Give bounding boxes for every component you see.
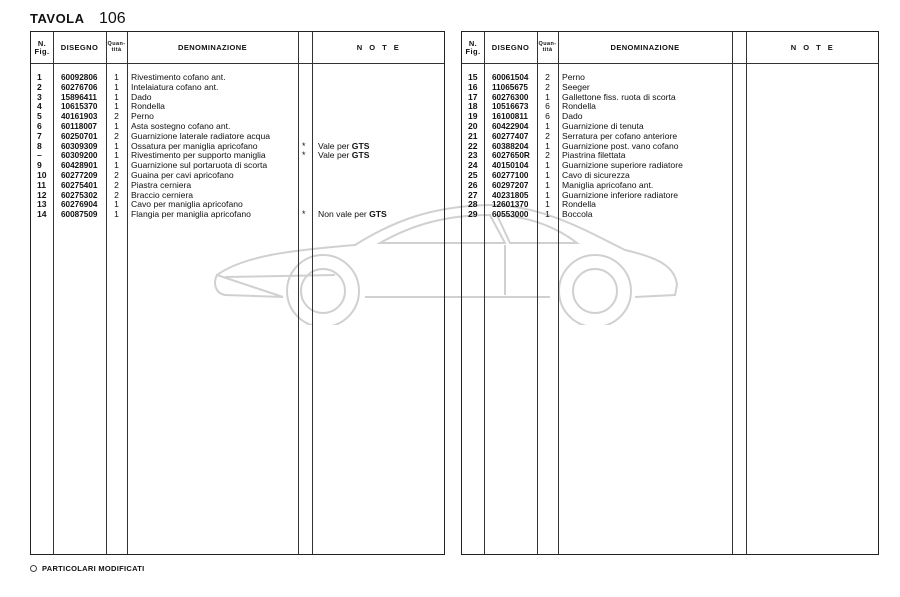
disegno-cell: 60276706	[61, 82, 98, 92]
parts-table-left	[30, 31, 445, 555]
note-text: Vale per	[318, 150, 352, 161]
fig-cell: 17	[468, 91, 478, 102]
quantity-cell: 1	[114, 101, 119, 112]
table-row	[462, 210, 878, 220]
fig-cell: 26	[468, 179, 478, 190]
table-row	[31, 181, 444, 191]
modified-marker: *	[302, 150, 306, 161]
denominazione-cell: Boccola	[562, 209, 593, 220]
fig-cell: 11	[37, 179, 47, 190]
note-cell	[318, 151, 369, 161]
disegno-cell: 60428901	[61, 161, 98, 171]
fig-cell: 23	[468, 150, 478, 161]
denominazione-cell: Guarnizione laterale radiatore acqua	[131, 130, 271, 141]
disegno-cell: 15896411	[61, 92, 97, 102]
denominazione-cell: Braccio cerniera	[131, 189, 194, 200]
note-cell	[318, 210, 387, 220]
parts-table-right	[461, 31, 879, 555]
disegno-cell: 40231805	[492, 190, 529, 200]
table-row	[31, 161, 444, 171]
denominazione-cell: Gallettone fiss. ruota di scorta	[562, 91, 676, 102]
fig-cell: 5	[37, 111, 42, 122]
disegno-cell: 60388204	[492, 141, 529, 151]
header-fig: N. Fig.	[34, 38, 50, 56]
parts-list-left	[31, 73, 444, 220]
header-divider	[462, 63, 878, 64]
page-title-label: TAVOLA	[30, 11, 85, 26]
header-note: N O T E	[790, 42, 836, 52]
denominazione-cell: Rondella	[562, 199, 596, 210]
page-title	[30, 10, 126, 30]
fig-cell: 24	[468, 160, 478, 171]
disegno-cell: 40161903	[61, 112, 98, 122]
denominazione-cell: Asta sostegno cofano ant.	[131, 120, 231, 131]
denominazione-cell: Intelaiatura cofano ant.	[131, 81, 219, 92]
modified-marker: *	[302, 209, 306, 220]
fig-cell: 16	[468, 81, 478, 92]
denominazione-cell: Rivestimento cofano ant.	[131, 72, 226, 82]
quantity-cell: 2	[114, 189, 119, 200]
disegno-cell: 60250701	[61, 131, 98, 141]
disegno-cell: 60309200	[61, 151, 98, 161]
disegno-cell: 60275401	[61, 180, 98, 190]
fig-cell: 8	[37, 140, 42, 151]
fig-cell: 9	[37, 160, 42, 171]
disegno-cell: 6027650R	[492, 151, 530, 161]
disegno-cell: 60275302	[61, 190, 98, 200]
fig-cell: 25	[468, 169, 478, 180]
quantity-cell: 6	[545, 111, 550, 122]
disegno-cell: 60277100	[492, 170, 529, 180]
quantity-cell: 2	[114, 179, 119, 190]
quantity-cell: 1	[545, 209, 550, 220]
table-row	[31, 83, 444, 93]
quantity-cell: 1	[114, 72, 119, 82]
header-denominazione: DENOMINAZIONE	[178, 42, 247, 52]
disegno-cell: 10516673	[492, 102, 529, 112]
table-row	[31, 93, 444, 103]
note-text: Non vale per	[318, 209, 370, 220]
fig-cell: 14	[37, 209, 47, 220]
disegno-cell: 60118007	[61, 121, 97, 131]
disegno-cell: 16100811	[492, 112, 528, 122]
quantity-cell: 1	[114, 199, 119, 210]
note-text: Vale per	[318, 140, 352, 151]
disegno-cell: 60087509	[61, 210, 98, 220]
disegno-cell: 60309309	[61, 141, 98, 151]
table-row	[462, 93, 878, 103]
table-row	[31, 171, 444, 181]
denominazione-cell: Dado	[131, 91, 152, 102]
modified-marker: *	[302, 140, 306, 151]
table-row	[462, 142, 878, 152]
denominazione-cell: Guarnizione post. vano cofano	[562, 140, 679, 151]
parts-list-right	[462, 73, 878, 220]
denominazione-cell: Perno	[562, 72, 585, 82]
quantity-cell: 2	[114, 169, 119, 180]
denominazione-cell: Flangia per maniglia apricofano	[131, 209, 251, 220]
header-quantita: Quan- tità	[107, 41, 126, 53]
denominazione-cell: Guarnizione superiore radiatore	[562, 160, 683, 171]
denominazione-cell: Dado	[562, 111, 583, 122]
disegno-cell: 60297207	[492, 180, 529, 190]
note-model: GTS	[351, 150, 370, 161]
table-row	[462, 73, 878, 83]
denominazione-cell: Cavo di sicurezza	[562, 169, 630, 180]
fig-cell: 13	[37, 199, 47, 210]
fig-cell: 4	[37, 101, 42, 112]
quantity-cell: 2	[545, 72, 550, 82]
quantity-cell: 1	[114, 140, 119, 151]
quantity-cell: 1	[545, 189, 550, 200]
disegno-cell: 60092806	[61, 73, 98, 82]
disegno-cell: 60276904	[61, 200, 98, 210]
quantity-cell: 2	[545, 81, 550, 92]
fig-cell: 21	[468, 130, 478, 141]
header-note: N O T E	[356, 42, 402, 52]
footer-text: PARTICOLARI MODIFICATI	[42, 564, 145, 573]
disegno-cell: 40150104	[492, 161, 529, 171]
fig-cell: 7	[37, 130, 42, 141]
quantity-cell: 2	[114, 111, 119, 122]
disegno-cell: 60422904	[492, 121, 529, 131]
denominazione-cell: Guaina per cavi apricofano	[131, 169, 234, 180]
table-row	[31, 210, 444, 220]
disegno-cell: 12601370	[492, 200, 529, 210]
fig-cell: 29	[468, 209, 478, 220]
quantity-cell: 1	[545, 179, 550, 190]
disegno-cell: 11065675	[492, 82, 528, 92]
table-row	[462, 102, 878, 112]
fig-cell: 2	[37, 81, 42, 92]
denominazione-cell: Serratura per cofano anteriore	[562, 130, 678, 141]
table-row	[462, 200, 878, 210]
fig-cell: 10	[37, 169, 47, 180]
table-row	[462, 191, 878, 201]
fig-cell: 18	[468, 101, 478, 112]
header-denominazione: DENOMINAZIONE	[610, 42, 680, 52]
denominazione-cell: Perno	[131, 111, 154, 122]
disegno-cell: 60061504	[492, 73, 529, 82]
table-row	[462, 161, 878, 171]
fig-cell: 3	[37, 91, 42, 102]
quantity-cell: 1	[114, 120, 119, 131]
page-title-number: 106	[98, 10, 126, 27]
table-row	[31, 112, 444, 122]
quantity-cell: 2	[114, 130, 119, 141]
header-divider	[31, 63, 444, 64]
note-model: GTS	[351, 140, 370, 151]
quantity-cell: 1	[114, 81, 119, 92]
fig-cell: 6	[37, 120, 42, 131]
header-disegno: DISEGNO	[491, 42, 530, 52]
fig-cell: 20	[468, 120, 478, 131]
quantity-cell: 1	[545, 120, 550, 131]
denominazione-cell: Guarnizione sul portaruota di scorta	[131, 160, 268, 171]
denominazione-cell: Piastrina filettata	[562, 150, 626, 161]
disegno-cell: 60553000	[492, 210, 529, 220]
denominazione-cell: Ossatura per maniglia apricofano	[131, 140, 258, 151]
footer-legend	[30, 564, 145, 573]
fig-cell: 12	[37, 189, 47, 200]
fig-cell: 22	[468, 140, 478, 151]
quantity-cell: 1	[545, 140, 550, 151]
quantity-cell: 1	[545, 91, 550, 102]
denominazione-cell: Seeger	[562, 81, 590, 92]
denominazione-cell: Piastra cerniera	[131, 179, 192, 190]
fig-cell: 28	[468, 199, 478, 210]
table-row	[31, 102, 444, 112]
denominazione-cell: Guarnizione di tenuta	[562, 120, 644, 131]
denominazione-cell: Cavo per maniglia apricofano	[131, 199, 243, 210]
fig-cell: 19	[468, 111, 478, 122]
denominazione-cell: Guarnizione inferiore radiatore	[562, 189, 679, 200]
denominazione-cell: Maniglia apricofano ant.	[562, 179, 654, 190]
denominazione-cell: Rivestimento per supporto maniglia	[131, 150, 266, 161]
quantity-cell: 1	[545, 199, 550, 210]
note-model: GTS	[369, 209, 387, 220]
fig-cell: 1	[37, 72, 42, 82]
quantity-cell: 1	[545, 169, 550, 180]
quantity-cell: 2	[545, 130, 550, 141]
disegno-cell: 10615370	[61, 102, 98, 112]
quantity-cell: 2	[545, 150, 550, 161]
header-disegno: DISEGNO	[60, 42, 99, 52]
header-fig: N. Fig.	[465, 38, 481, 56]
fig-cell: –	[37, 150, 42, 161]
fig-cell: 15	[468, 72, 478, 82]
denominazione-cell: Rondella	[131, 101, 165, 112]
quantity-cell: 1	[545, 160, 550, 171]
table-row	[31, 73, 444, 83]
disegno-cell: 60276300	[492, 92, 529, 102]
quantity-cell: 1	[114, 160, 119, 171]
disegno-cell: 60277407	[492, 131, 529, 141]
quantity-cell: 1	[114, 91, 119, 102]
table-row	[462, 171, 878, 181]
disegno-cell: 60277209	[61, 170, 98, 180]
fig-cell: 27	[468, 189, 478, 200]
header-quantita: Quan- tità	[538, 41, 557, 53]
quantity-cell: 1	[114, 150, 119, 161]
circle-bullet-icon	[30, 565, 37, 572]
quantity-cell: 6	[545, 101, 550, 112]
table-row	[462, 112, 878, 122]
denominazione-cell: Rondella	[562, 101, 596, 112]
quantity-cell: 1	[114, 209, 119, 220]
